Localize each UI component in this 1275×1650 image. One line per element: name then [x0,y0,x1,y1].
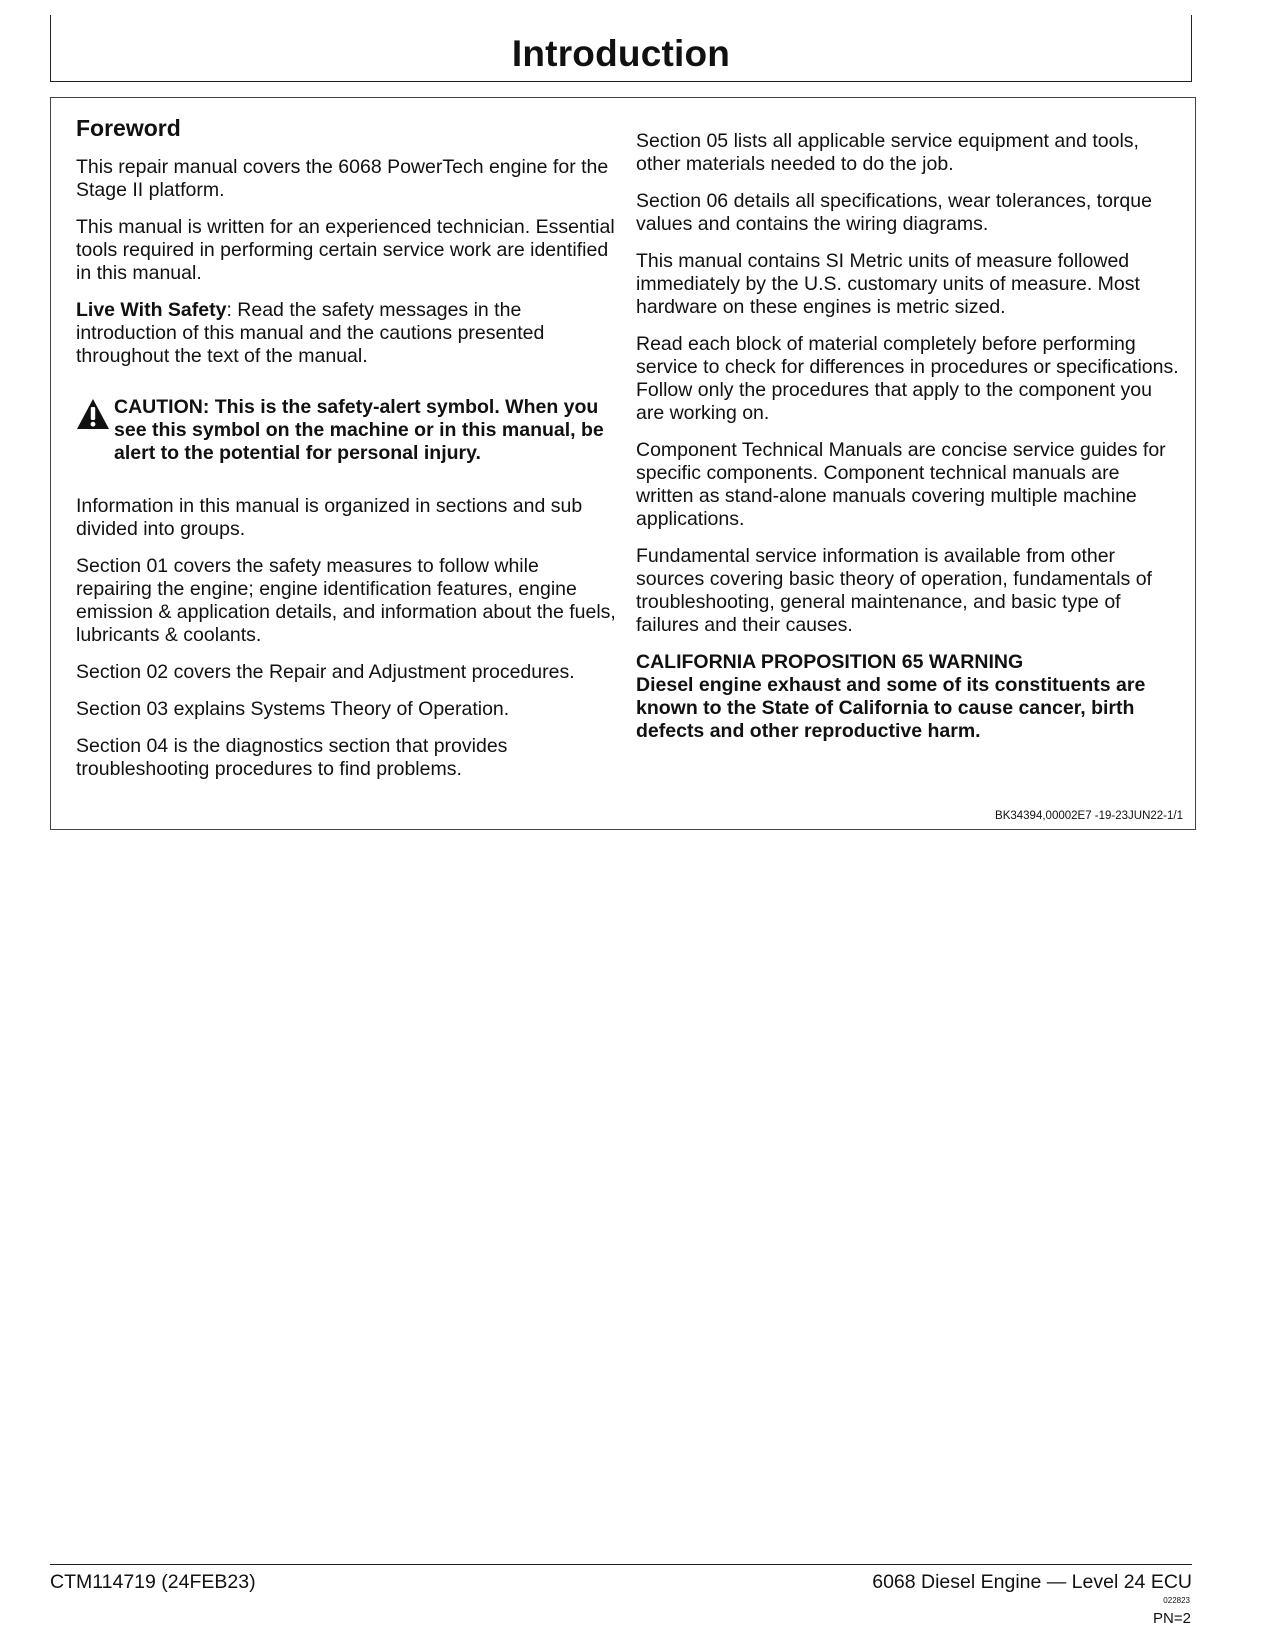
left-column [76,114,616,795]
footer-code: 022823 [1163,1596,1190,1605]
live-with-safety-text: : Read the safety messages in the introduction of this manual and the cautions presented throughout the text of the manual. [76,299,545,367]
document-reference: BK34394,00002E7 -19-23JUN22-1/1 [995,810,1183,822]
paragraph: Fundamental service information is available from other sources covering basic theory of operation, fundamentals of troubleshooting, general maintenance, and basic type of failures and their causes. [636,545,1152,636]
paragraph: Section 04 is the diagnostics section that provides troubleshooting procedures to find problems. [76,735,508,780]
live-with-safety-lead: Live With Safety [76,299,227,321]
paragraph: This repair manual covers the 6068 PowerTech engine for the Stage II platform. [76,156,609,201]
paragraph: Information in this manual is organized in sections and sub divided into groups. [76,495,583,540]
paragraph: Section 01 covers the safety measures to follow while repairing the engine; engine identification features, engine emission & application details, and information about the fuels, lubricants & coolants. [76,555,616,646]
foreword-section [50,97,1196,830]
paragraph: This manual contains SI Metric units of measure followed immediately by the U.S. customary units of measure. Most hardware on these engines is metric sized. [636,250,1140,318]
page-title: Introduction [511,33,731,74]
footer-page-number: PN=2 [1153,1610,1191,1627]
page-header [50,15,1192,82]
footer-manual-title: 6068 Diesel Engine — Level 24 ECU [872,1571,1192,1593]
paragraph: Read each block of material completely before performing service to check for differences in procedures or specifications. Follow only the procedures that apply to the component you are working on. [636,333,1179,424]
paragraph: Section 02 covers the Repair and Adjustment procedures. [76,661,575,683]
paragraph: This manual is written for an experienced technician. Essential tools required in performing certain service work are identified in this manual. [76,216,615,284]
right-column [636,130,1181,743]
paragraph: Section 03 explains Systems Theory of Operation. [76,698,510,720]
paragraph: Section 05 lists all applicable service equipment and tools, other materials needed to do the job. [636,130,1139,175]
live-with-safety-paragraph [76,299,616,368]
paragraph: Component Technical Manuals are concise service guides for specific components. Component technical manuals are written as stand-alone manuals covering multiple machine applications. [636,439,1166,530]
warning-title: CALIFORNIA PROPOSITION 65 WARNING [636,651,1024,673]
safety-alert-icon [76,398,110,430]
warning-text: Diesel engine exhaust and some of its constituents are known to the State of California to cause cancer, birth defects and other reproductive harm. [636,674,1146,742]
caution-block [76,396,616,465]
paragraph: Section 06 details all specifications, wear tolerances, torque values and contains the wiring diagrams. [636,190,1152,235]
footer-manual-id: CTM114719 (24FEB23) [50,1571,256,1593]
section-heading: Foreword [76,115,181,141]
prop65-warning [636,651,1181,743]
footer-divider [50,1564,1192,1565]
caution-text: CAUTION: This is the safety-alert symbol. When you see this symbol on the machine or in this manual, be alert to the potential for personal injury. [114,396,604,464]
